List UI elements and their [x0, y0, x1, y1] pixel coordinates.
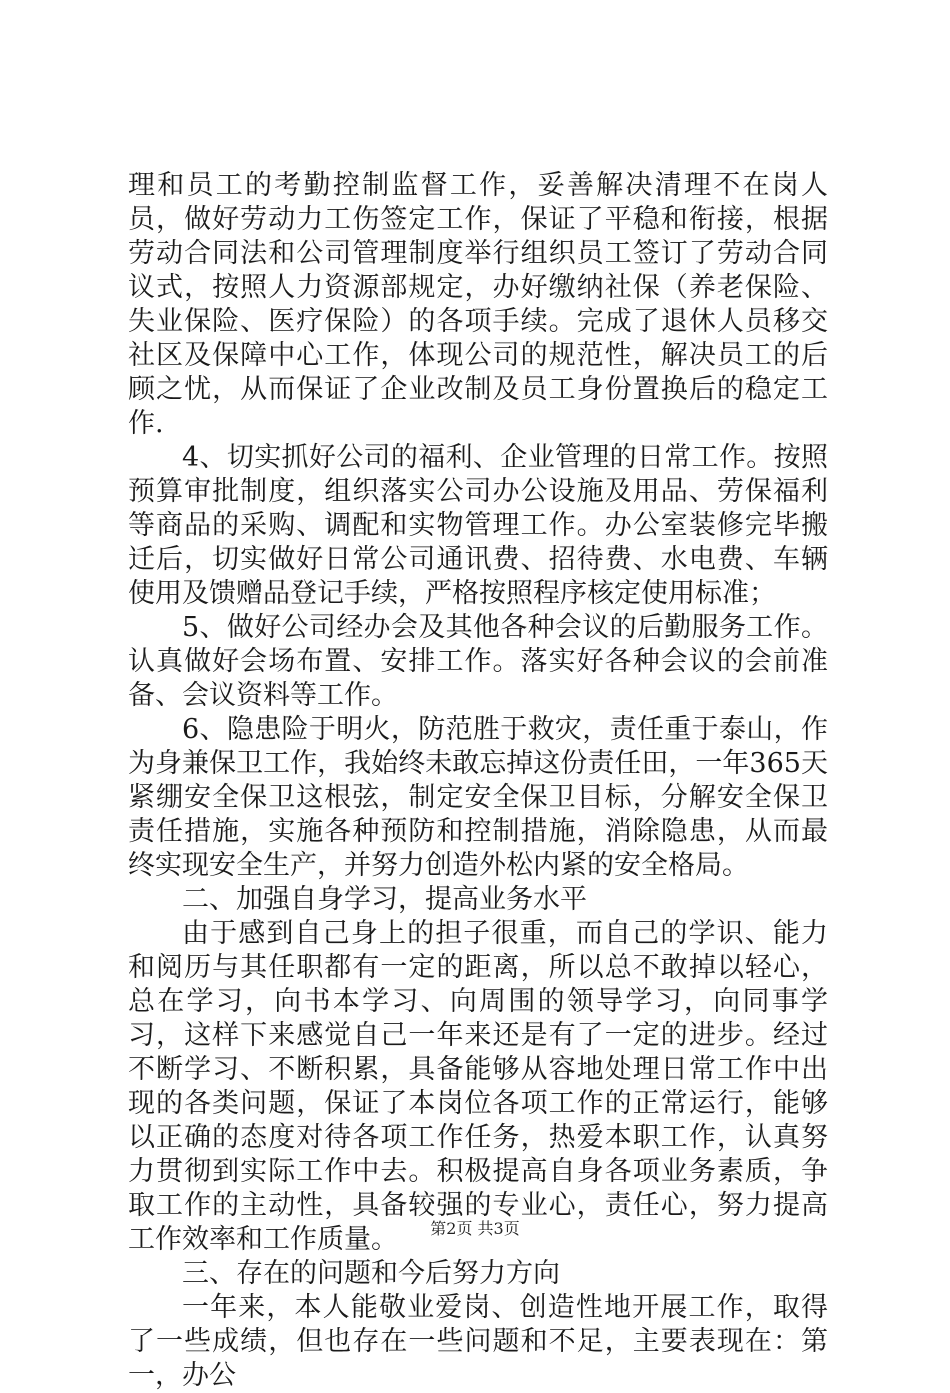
paragraph-item-6: 6、隐患险于明火，防范胜于救灾，责任重于泰山，作为身兼保卫工作，我始终未敢忘掉这份责任田，一年365天紧绷安全保卫这根弦，制定安全保卫目标，分解安全保卫责任措施，实施各种预防和控制措施，消除隐患，从而最终实现安全生产，并努力创造外松内紧的安全格局。	[128, 714, 828, 881]
section-heading-2: 二、加强自身学习，提高业务水平	[182, 884, 587, 915]
paragraph-study: 由于感到自己身上的担子很重，而自己的学识、能力和阅历与其任职都有一定的距离，所以总不敢掉以轻心，总在学习，向书本学习、向周围的领导学习，向同事学习，这样下来感觉自己一年来还是有了一定的进步。经过不断学习、不断积累，具备能够从容地处理日常工作中出现的各类问题，保证了本岗位各项工作的正常运行，能够以正确的态度对待各项工作任务，热爱本职工作，认真努力贯彻到实际工作中去。积极提高自身各项业务素质，争取工作的主动性，具备较强的专业心，责任心，努力提高工作效率和工作质量。	[128, 918, 828, 1255]
paragraph-continued: 理和员工的考勤控制监督工作，妥善解决清理不在岗人员，做好劳动力工伤签定工作，保证了平稳和衔接，根据劳动合同法和公司管理制度举行组织员工签订了劳动合同议式，按照人力资源部规定，办好缴纳社保（养老保险、失业保险、医疗保险）的各项手续。完成了退休人员移交社区及保障中心工作，体现公司的规范性，解决员工的后顾之忧，从而保证了企业改制及员工身份置换后的稳定工作.	[128, 170, 828, 439]
paragraph-item-4: 4、切实抓好公司的福利、企业管理的日常工作。按照预算审批制度，组织落实公司办公设施及用品、劳保福利等商品的采购、调配和实物管理工作。办公室装修完毕搬迁后，切实做好日常公司通讯费、招待费、水电费、车辆使用及馈赠品登记手续，严格按照程序核定使用标准；	[128, 442, 828, 609]
document-body	[128, 169, 828, 1393]
paragraph-problems: 一年来，本人能敬业爱岗、创造性地开展工作，取得了一些成绩，但也存在一些问题和不足，主要表现在：第一，办公	[128, 1292, 828, 1391]
page-footer: 第2页 共3页	[430, 1219, 520, 1238]
paragraph-item-5: 5、做好公司经办会及其他各种会议的后勤服务工作。认真做好会场布置、安排工作。落实好各种会议的会前准备、会议资料等工作。	[128, 612, 828, 711]
section-heading-3: 三、存在的问题和今后努力方向	[182, 1258, 560, 1289]
